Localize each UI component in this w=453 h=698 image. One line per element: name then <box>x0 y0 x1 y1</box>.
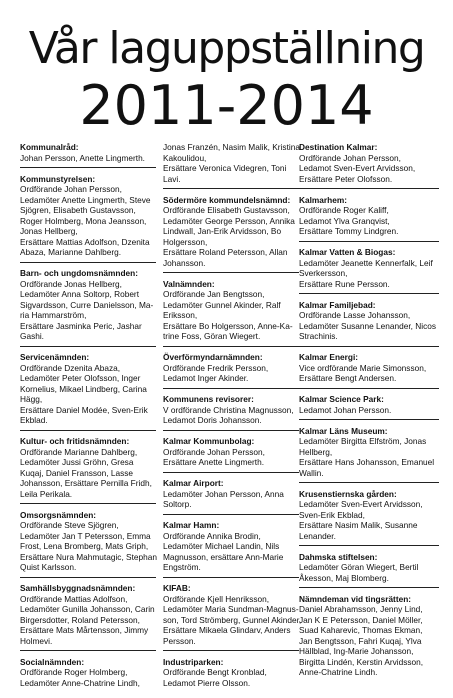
committee-section <box>163 142 299 189</box>
member-line: Ersättare Rune Persson. <box>299 278 390 289</box>
member-line: Ersättare Mikaela Glindarv, Anders <box>163 625 291 635</box>
committee-section <box>20 142 156 168</box>
committee-section <box>163 478 299 515</box>
member-line: Sigvardsson, Curre Danielsson, Ma- <box>20 299 154 310</box>
member-line: Ordförande Marianne Dahlberg, <box>20 446 138 457</box>
committee-section <box>20 268 156 347</box>
member-line: Ledamöter Anna Soltorp, Robert <box>20 289 139 299</box>
committee-title: Kalmar Hamn: <box>163 520 220 530</box>
member-line: Kornelius, Mikael Lindberg, Carina <box>20 383 147 394</box>
member-line: Ersättare Veronica Videgren, Toni <box>163 163 287 173</box>
committee-title: Nämndeman vid tingsrätten: <box>299 593 412 604</box>
member-line: Ordförande Fredrik Persson, <box>163 362 269 373</box>
member-line: Birgitta Lindén, Kerstin Arvidsson, <box>299 656 424 667</box>
member-line: Ledamöter Sven-Evert Arvidsson, <box>299 499 423 509</box>
member-line: Ledamöter Göran Wiegert, Bertil <box>299 562 419 572</box>
member-line: Roger Holmberg, Mona Jeansson, <box>20 215 147 226</box>
committee-section <box>299 195 439 242</box>
column-1 <box>20 142 156 698</box>
committee-section <box>20 657 156 693</box>
committee-section <box>163 583 302 651</box>
committee-title: Kalmar Energi: <box>299 352 359 362</box>
member-line: Ordförande Johan Persson, <box>20 184 122 194</box>
member-line: Ledamöter Anette Lingmerth, Steve <box>20 194 151 205</box>
member-line: Leila Perikala. <box>20 488 73 499</box>
member-line: Ordförande Elisabeth Gustavsson, <box>163 205 290 215</box>
member-line: Hellberg, <box>299 446 333 457</box>
member-line: Kakoulidou, <box>163 152 207 163</box>
member-line: Ordförande Jan Bengtsson, <box>163 289 265 299</box>
committee-title: Kultur- och fritidsnämnden: <box>20 436 130 446</box>
member-line: Hägg, <box>20 394 43 404</box>
member-line: V ordförande Christina Magnusson, <box>163 404 294 415</box>
member-line: Jan K E Petersson, Daniel Möller, <box>299 614 423 625</box>
member-line: Ledamöter Gunilla Johansson, Carin <box>20 604 155 614</box>
member-line: Ledamöter Michael Landin, Nils <box>163 541 280 551</box>
committee-section <box>163 195 299 274</box>
member-line: Quist Karlsson. <box>20 562 77 572</box>
member-line: Jonas Hellberg, <box>20 226 78 236</box>
member-line: Johansson. <box>163 257 206 268</box>
page-title: Vår laguppställning <box>28 23 425 74</box>
member-line: Ordförande Kjell Henriksson, <box>163 593 270 604</box>
member-line: Kuqaj, Daniel Fransson, Lasse <box>20 467 133 478</box>
member-line: Sjögren, Elisabeth Gustavsson, <box>20 205 136 215</box>
member-line: Suad Kaharevic, Thomas Ekman, <box>299 625 423 635</box>
member-line: Ledamot Doris Johansson. <box>163 415 262 425</box>
member-line: Frost, Lena Bromberg, Mats Griph, <box>20 541 149 551</box>
committee-title: Kalmarhem: <box>299 194 347 205</box>
committee-title: Barn- och ungdomsnämnden: <box>20 268 138 278</box>
member-line: Ersättare Hans Johansson, Emanuel <box>299 457 435 467</box>
member-line: Ledamöter Anne-Chatrine Lindh, <box>20 677 140 688</box>
committee-title: Samhällsbyggnadsnämnden: <box>20 583 136 593</box>
member-line: Ordförande Roger Kaliff, <box>299 205 389 215</box>
member-line: Ledamöter Jeanette Kennerfalk, Leif <box>299 257 433 268</box>
committee-section <box>20 352 156 431</box>
member-line: Ledamöter Susanne Lenander, Nicos <box>299 320 436 331</box>
committee-section <box>299 394 439 420</box>
committee-section <box>20 510 156 578</box>
member-line: Abaza, Marianne Dahlberg. <box>20 247 122 257</box>
member-line: Ledamöter Jan T Petersson, Emma <box>20 530 151 541</box>
member-line: Daniel Abrahamsson, Jenny Lind, <box>299 604 423 614</box>
member-line: Ersättare Jasminka Peric, Jashar <box>20 320 142 331</box>
member-line: Ordförande Jonas Hellberg, <box>20 278 122 289</box>
committee-title: Kommunstyrelsen: <box>20 173 96 184</box>
committee-title: Kommunalråd: <box>20 142 79 152</box>
member-line: Johansson, Ersättare Pernilla Fridh, <box>20 478 152 488</box>
member-line: Johan Persson, Anette Lingmerth. <box>20 152 145 163</box>
committee-title: Kalmar Familjebad: <box>299 299 376 310</box>
committee-title: Omsorgsnämnden: <box>20 509 97 520</box>
page-subtitle-years: 2011-2014 <box>79 74 374 137</box>
member-line: Ersättare Nura Mahmutagic, Stephan <box>20 551 157 562</box>
member-line: Vice ordförande Marie Simonsson, <box>299 362 427 373</box>
member-line: Eriksson, <box>163 310 198 320</box>
member-line: Ersättare Mats Mårtensson, Jimmy <box>20 625 149 635</box>
committee-section <box>20 174 156 263</box>
member-line: Ledamöter Jussi Gröhn, Gresa <box>20 457 134 467</box>
committee-section <box>163 436 299 473</box>
committee-title: Överförmyndarnämnden: <box>163 352 263 362</box>
member-line: Lenander. <box>299 530 336 541</box>
member-line: Holgersson, <box>163 236 208 247</box>
member-line: Ersättare Peter Olofsson. <box>299 173 393 184</box>
column-3 <box>299 142 439 687</box>
member-line: Strachinis. <box>299 331 338 341</box>
member-line: ria Hammarström, <box>20 310 87 320</box>
committee-section <box>299 594 439 682</box>
member-line: Ordförande Annika Brodin, <box>163 530 261 541</box>
member-line: Ordförande Lasse Johansson, <box>299 310 411 320</box>
committee-title: Kalmar Science Park: <box>299 394 384 404</box>
committee-section <box>299 352 439 389</box>
member-line: Ordförande Bengt Kronblad, <box>163 667 267 677</box>
member-line: Sven-Erik Ekblad, <box>299 509 365 520</box>
committee-title: Krusenstiernska gården: <box>299 488 397 499</box>
committee-title: Kalmar Airport: <box>163 478 224 488</box>
member-line: Ledamöter Birgitta Elfström, Jonas <box>299 436 427 446</box>
member-line: Ordförande Johan Persson, <box>299 152 401 163</box>
member-line: Ekblad. <box>20 415 48 425</box>
member-line: Ersättare Bengt Andersen. <box>299 373 397 383</box>
member-line: Ordförande Steve Sjögren, <box>20 520 119 530</box>
committee-section <box>163 352 299 389</box>
committee-section <box>299 552 439 589</box>
member-line: Ledamöter George Persson, Annika <box>163 215 295 226</box>
member-line: Ersättare Daniel Modée, Sven-Erik <box>20 404 148 415</box>
committee-title: Industriparken: <box>163 656 224 667</box>
member-line: Birgersdotter, Roland Petersson, <box>20 614 140 625</box>
member-line: Ersättare Anette Lingmerth. <box>163 457 265 467</box>
committee-section <box>163 279 299 347</box>
committee-section <box>299 426 439 484</box>
committee-title: Valnämnden: <box>163 278 215 289</box>
member-line: Ersättare Mattias Adolfson, Dzenita <box>20 236 150 247</box>
member-line: Åkesson, Maj Blomberg. <box>299 572 389 583</box>
committee-title: Dahmska stiftelsen: <box>299 551 378 562</box>
committee-section <box>163 394 299 431</box>
committee-section <box>299 247 439 294</box>
committee-title: Kalmar Läns Museum: <box>299 425 388 436</box>
member-line: Ledamöter Peter Olofsson, Inger <box>20 373 141 383</box>
committee-title: Socialnämnden: <box>20 656 85 667</box>
committee-section <box>163 657 299 693</box>
member-line: Ledamot Pierre Olsson. <box>163 677 251 688</box>
member-line: Ersättare Roland Petersson, Allan <box>163 247 288 257</box>
committee-section <box>20 583 156 651</box>
column-2 <box>163 142 302 698</box>
committee-title: Kalmar Kommunbolag: <box>163 436 255 446</box>
member-line: son, Tord Strömberg, Gunnel Akinder, <box>163 614 302 625</box>
committee-title: Södermöre kommundelsnämnd: <box>163 194 291 205</box>
committee-section <box>299 300 439 347</box>
member-line: Ledamöter Gunnel Akinder, Ralf <box>163 299 281 310</box>
member-line: Ordförande Roger Holmberg, <box>20 667 128 677</box>
member-line: Gashi. <box>20 331 44 341</box>
member-line: trine Foss, Göran Wiegert. <box>163 331 261 341</box>
member-line: Ledamöter Maria Sundman-Magnus- <box>163 604 299 614</box>
member-line: Ledamot Sven-Evert Arvidsson, <box>299 163 416 173</box>
committee-section <box>299 489 439 547</box>
committee-title: Kalmar Vatten & Biogas: <box>299 247 396 257</box>
member-line: Ledamot Ylva Granqvist, <box>299 215 390 226</box>
committee-section <box>299 142 439 189</box>
member-line: Ledamot Inger Akinder. <box>163 373 249 383</box>
member-line: Lavi. <box>163 173 181 184</box>
member-line: Lindwall, Jan-Erik Arvidsson, Bo <box>163 226 282 236</box>
member-line: Holmevi. <box>20 635 53 646</box>
member-line: Ledamöter Johan Persson, Anna <box>163 488 284 499</box>
member-line: Jonas Franzén, Nasim Malik, Kristina <box>163 142 300 152</box>
member-line: Engström. <box>163 562 201 572</box>
member-line: Ersättare Tommy Lindgren. <box>299 226 399 236</box>
member-line: Jan Bengtsson, Fahri Kuqaj, Ylva <box>299 635 422 646</box>
member-line: Hällblad, Ing-Marie Johansson, <box>299 646 414 656</box>
member-line: Ersättare Nasim Malik, Susanne <box>299 520 418 530</box>
member-line: Soltorp. <box>163 499 192 509</box>
member-line: Ersättare Bo Holgersson, Anne-Ka- <box>163 320 293 331</box>
committee-title: Kommunens revisorer: <box>163 394 254 404</box>
member-line: Ordförande Dzenita Abaza, <box>20 362 121 373</box>
member-line: Ordförande Mattias Adolfson, <box>20 593 128 604</box>
committee-section <box>163 520 299 578</box>
member-line: Magnusson, ersättare Ann-Marie <box>163 551 284 562</box>
member-line: Wallin. <box>299 467 324 478</box>
committee-title: Destination Kalmar: <box>299 142 378 152</box>
member-line: Persson. <box>163 635 196 646</box>
committee-title: KIFAB: <box>163 583 191 593</box>
member-line: Ledamot Johan Persson. <box>299 404 392 415</box>
member-line: Ordförande Johan Persson, <box>163 446 265 457</box>
committee-title: Servicenämnden: <box>20 352 90 362</box>
member-line: Anne-Chatrine Lindh. <box>299 667 378 677</box>
member-line: Sverkersson, <box>299 268 348 278</box>
committee-section <box>20 436 156 504</box>
